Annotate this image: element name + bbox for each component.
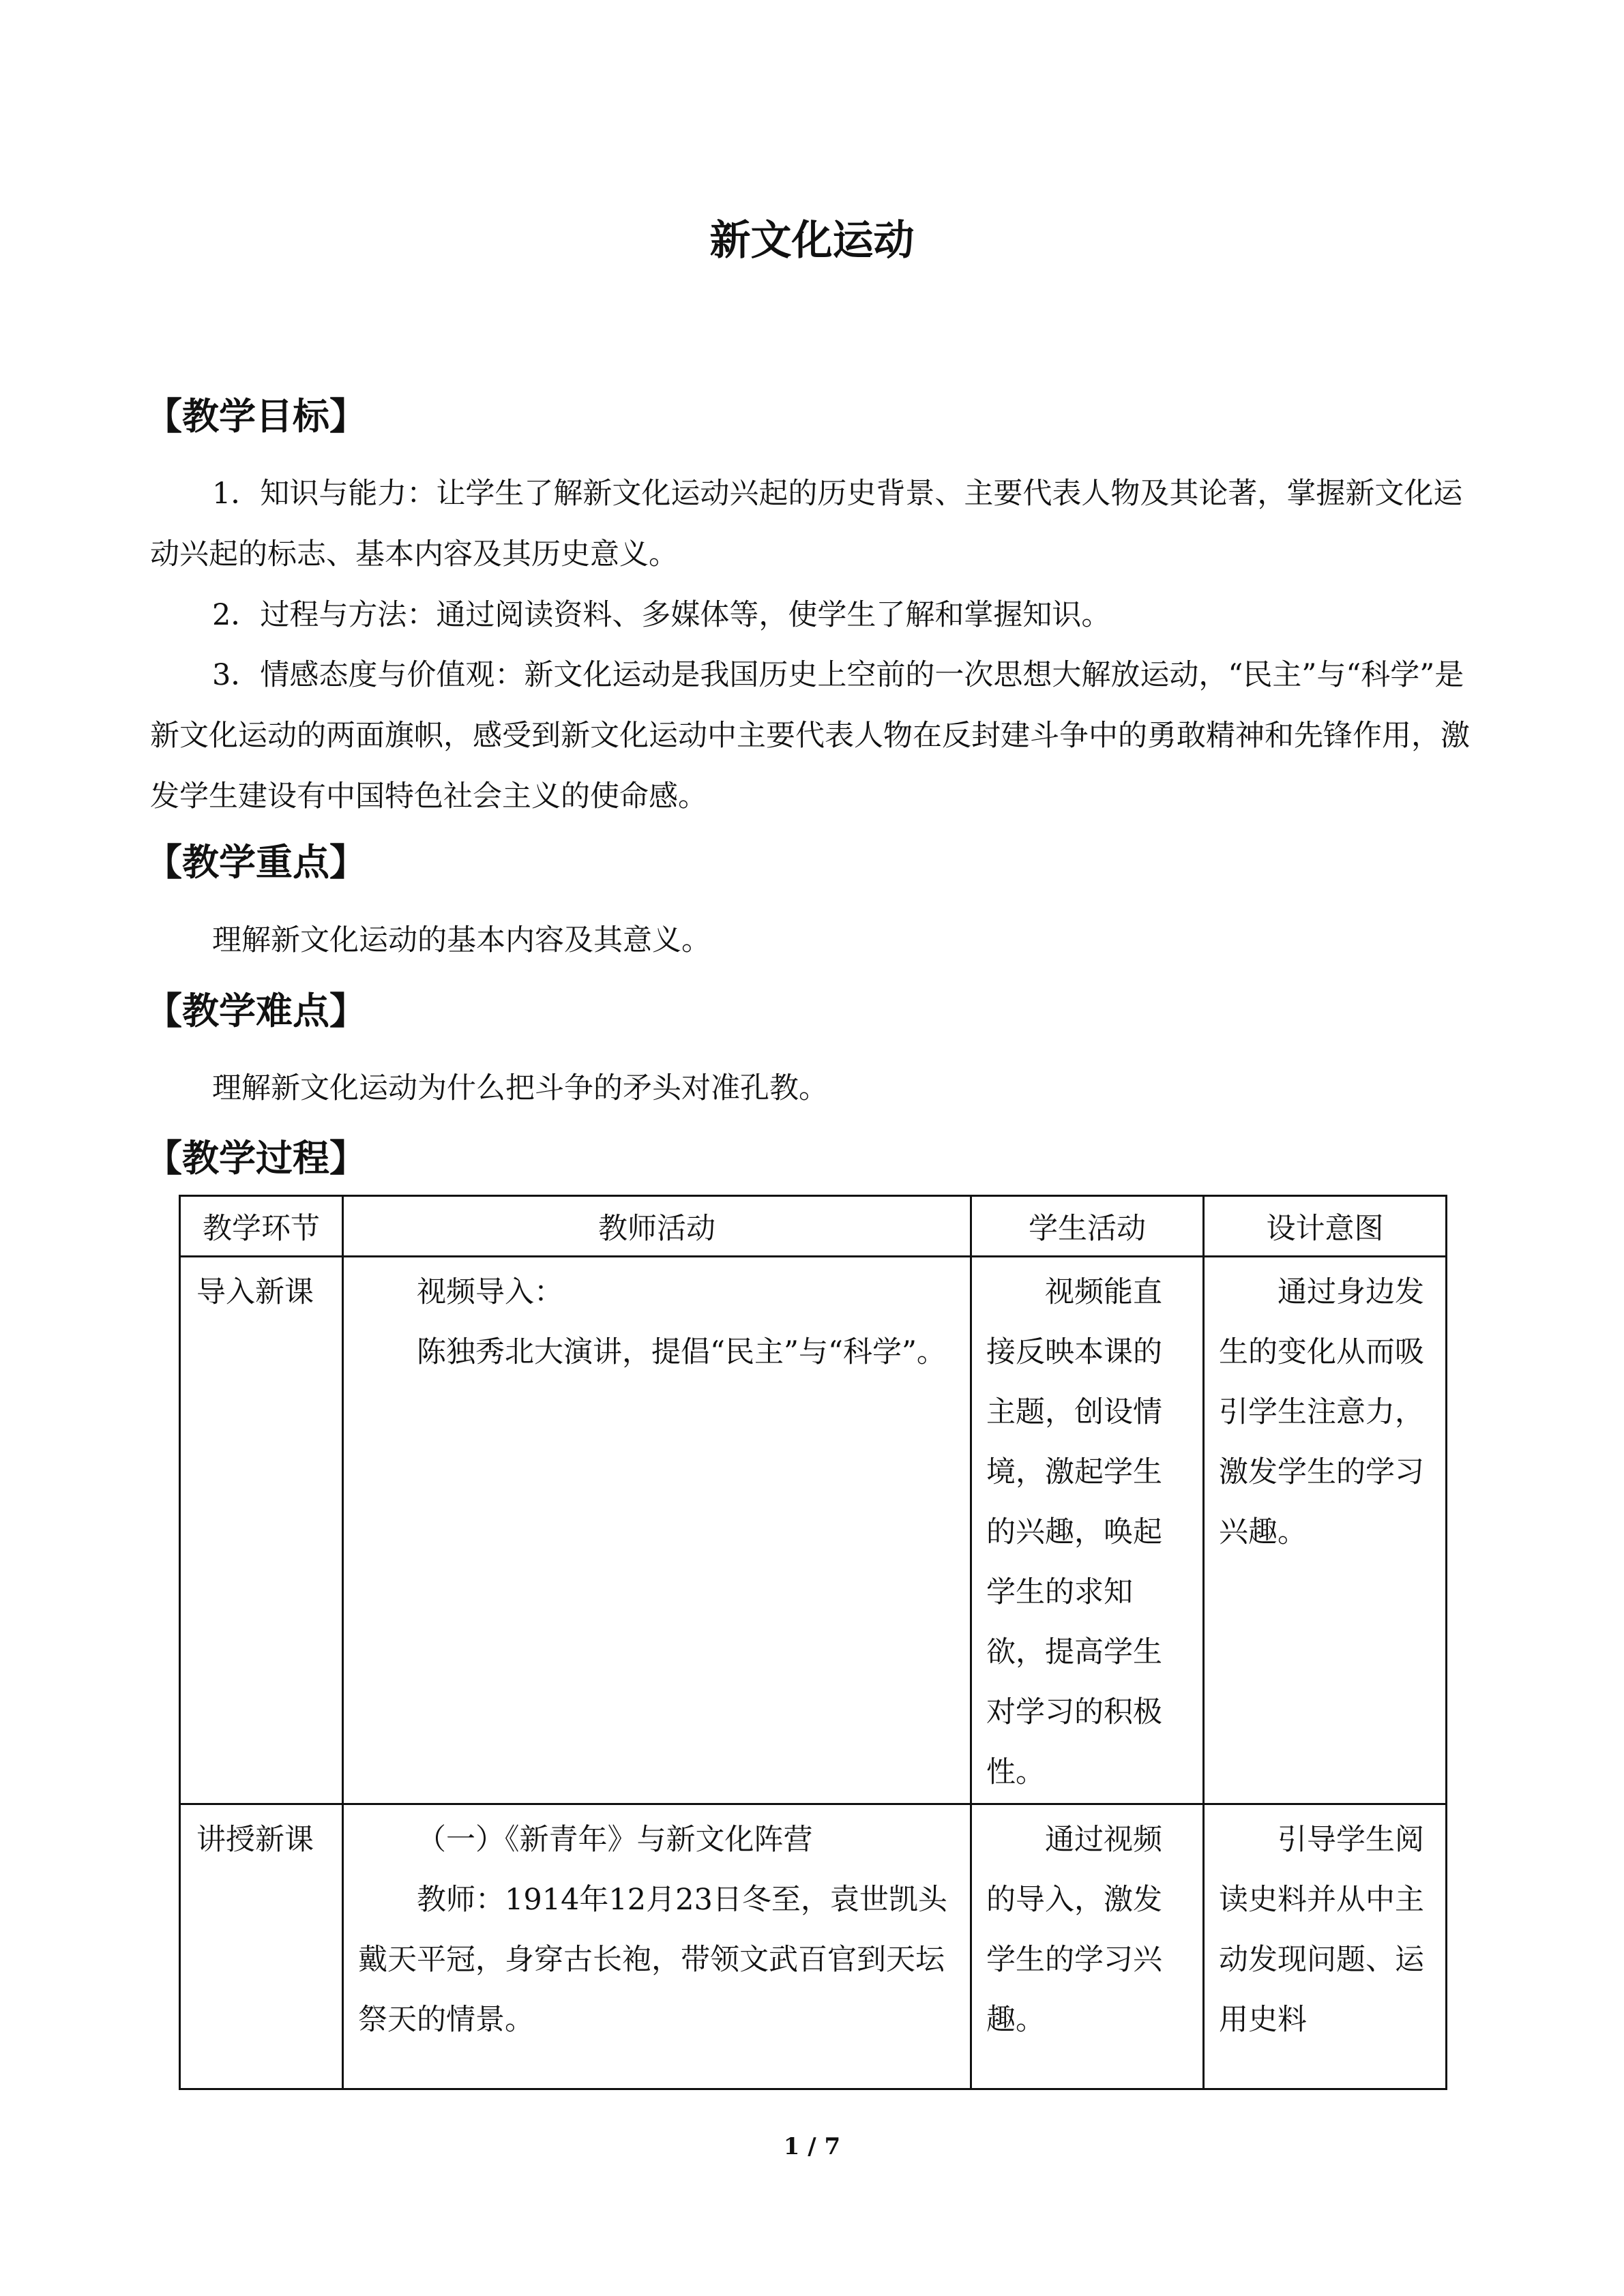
key-points-text: 理解新文化运动的基本内容及其意义。 <box>212 923 711 957</box>
column-header-student: 学生活动 <box>971 1196 1204 1257</box>
teacher-activity <box>344 1258 969 1382</box>
table-cell-teacher <box>343 1804 971 2089</box>
teacher-activity-line: 陈独秀北大演讲，提倡“民主”与“科学”。 <box>417 1335 946 1369</box>
column-header-teacher: 教师活动 <box>343 1196 971 1257</box>
table-cell-intent <box>1204 1257 1447 1804</box>
student-activity: 通过视频的导入，激发学生的学习兴趣。 <box>986 1823 1162 2037</box>
student-activity: 视频能直接反映本课的主题，创设情境，激起学生的兴趣，唤起学生的求知欲，提高学生对学习的积极性。 <box>986 1275 1162 1789</box>
stage-label: 讲授新课 <box>196 1823 314 1857</box>
table-row <box>180 1804 1447 2089</box>
table-cell-intent <box>1204 1804 1447 2089</box>
page-number: 1 / 7 <box>783 2133 841 2160</box>
teaching-process-table <box>179 1195 1447 2090</box>
page-title: 新文化运动 <box>709 217 915 265</box>
section-heading-key-points: 【教学重点】 <box>145 841 366 884</box>
column-header-intent: 设计意图 <box>1204 1196 1447 1257</box>
goal-item-method: 2．过程与方法：通过阅读资料、多媒体等，使学生了解和掌握知识。 <box>212 598 1111 632</box>
table-cell-student <box>971 1257 1204 1804</box>
stage-label: 导入新课 <box>196 1275 314 1309</box>
table-cell-stage <box>180 1804 343 2089</box>
column-header-stage: 教学环节 <box>180 1196 343 1257</box>
teacher-activity-line: （一）《新青年》与新文化阵营 <box>417 1823 813 1857</box>
teacher-activity-line: 视频导入： <box>417 1275 563 1309</box>
teacher-activity-line: 教师：1914年12月23日冬至，袁世凯头戴天平冠，身穿古长袍，带领文武百官到天坛祭天的情景。 <box>358 1883 947 2037</box>
section-heading-difficulties: 【教学难点】 <box>145 989 366 1032</box>
section-heading-goals: 【教学目标】 <box>145 395 366 438</box>
table-cell-teacher <box>343 1257 971 1804</box>
design-intent: 通过身边发生的变化从而吸引学生注意力，激发学生的学习兴趣。 <box>1219 1275 1424 1549</box>
table-cell-stage <box>180 1257 343 1804</box>
teacher-activity <box>344 1806 969 2050</box>
table-cell-student <box>971 1804 1204 2089</box>
goal-item-knowledge: 1．知识与能力：让学生了解新文化运动兴起的历史背景、主要代表人物及其论著，掌握新文化运动兴起的标志、基本内容及其历史意义。 <box>150 477 1463 571</box>
design-intent: 引导学生阅读史料并从中主动发现问题、运用史料 <box>1219 1823 1424 2037</box>
table-header-row <box>180 1196 1447 1257</box>
section-heading-process: 【教学过程】 <box>145 1137 366 1180</box>
goal-item-emotion: 3．情感态度与价值观：新文化运动是我国历史上空前的一次思想大解放运动，“民主”与“科学”是新文化运动的两面旗帜，感受到新文化运动中主要代表人物在反封建斗争中的勇敢精神和先锋作用，激发学生建设有中国特色社会主义的使命感。 <box>150 658 1470 814</box>
table-row <box>180 1257 1447 1804</box>
difficulties-text: 理解新文化运动为什么把斗争的矛头对准孔教。 <box>212 1071 828 1105</box>
